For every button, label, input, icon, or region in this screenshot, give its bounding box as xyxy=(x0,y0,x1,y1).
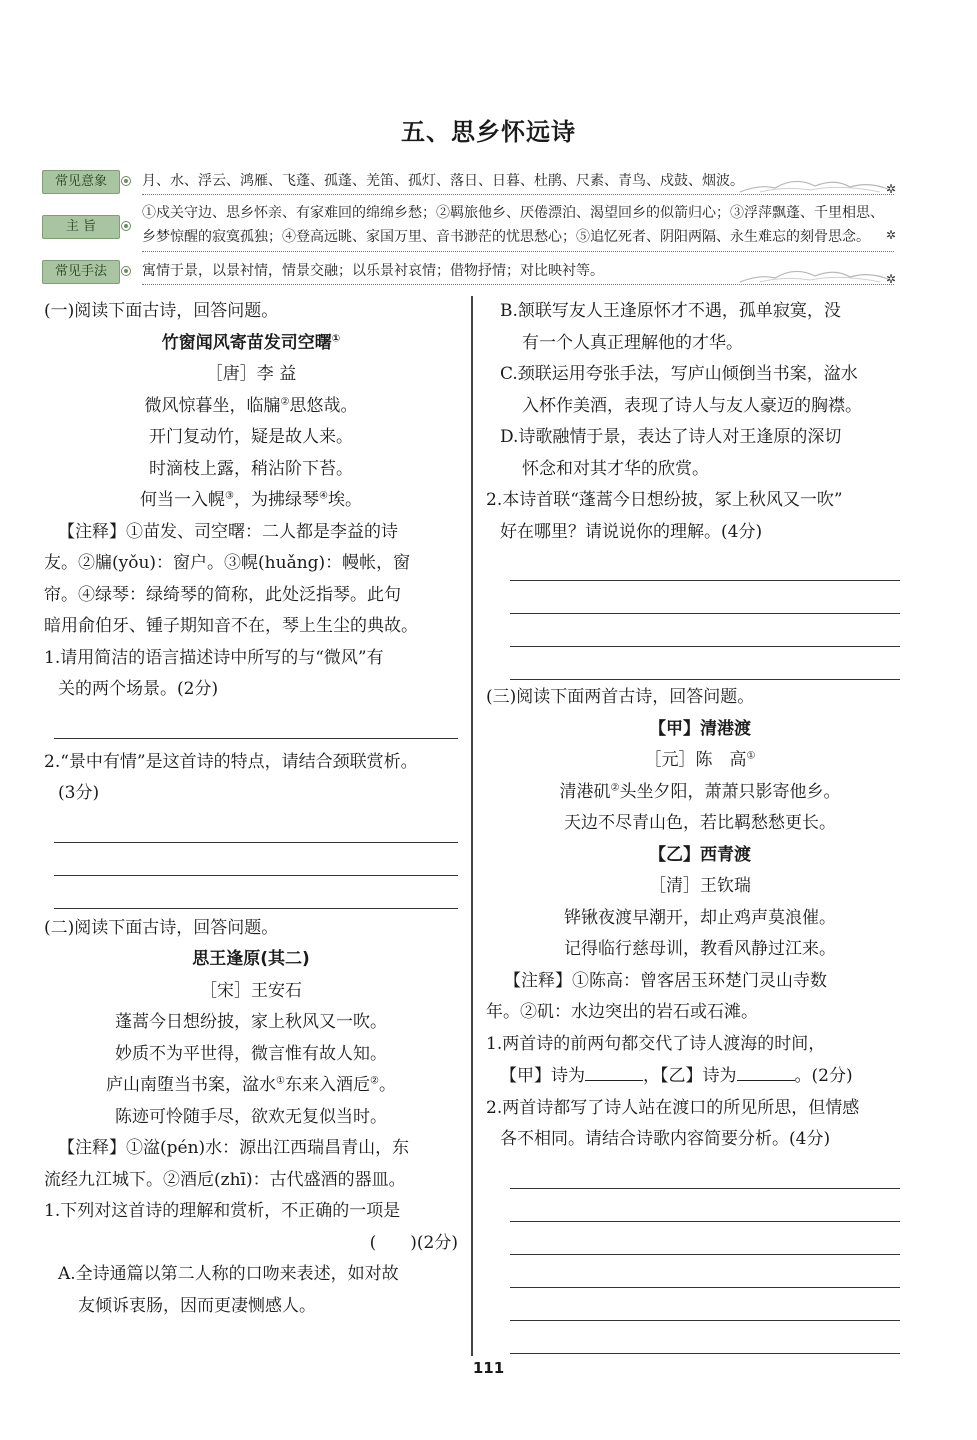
banner-technique xyxy=(42,258,894,284)
poem2-line xyxy=(44,1070,458,1102)
answer-line[interactable] xyxy=(510,1189,900,1222)
poemB-line: 铧锹夜渡早潮开，却止鸡声莫浪催。 xyxy=(564,907,836,928)
footnote-mark: ① xyxy=(276,1075,285,1087)
poemA-line xyxy=(500,777,900,809)
fill-blank[interactable] xyxy=(737,1060,795,1081)
poem1-line: 时滴枝上露，稍沾阶下苔。 xyxy=(149,458,353,479)
divider xyxy=(142,194,894,195)
footnote-mark: ② xyxy=(610,781,620,793)
poemB-title: 【乙】西青渡 xyxy=(649,844,751,865)
footnote-mark: ① xyxy=(331,332,341,344)
answer-line[interactable] xyxy=(510,1288,900,1321)
bullet-icon xyxy=(121,266,131,276)
answer-line[interactable] xyxy=(510,647,900,680)
answer-line[interactable] xyxy=(54,706,458,739)
footnote-mark: ② xyxy=(280,395,290,407)
fill-text: ，【乙】诗为 xyxy=(643,1066,737,1086)
poem-text: 何当一入幌 xyxy=(140,490,226,510)
answer-line[interactable] xyxy=(510,614,900,647)
question-line: 好在哪里？请说说你的理解。(4分) xyxy=(500,521,763,542)
note-line: 友。②牖(yǒu)：窗户。③幌(huǎng)：幔帐，窗 xyxy=(44,553,411,573)
answer-line[interactable] xyxy=(54,843,458,876)
note-line: 暗用俞伯牙、锺子期知音不在，琴上生尘的典故。 xyxy=(44,616,418,636)
poemA-line: 天边不尽青山色，若比羁愁愁更长。 xyxy=(564,813,836,833)
poem2-line: 蓬蒿今日想纷披，家上秋风又一吹。 xyxy=(115,1012,387,1032)
footnote-mark: ① xyxy=(746,750,756,762)
option-d: 怀念和对其才华的欣赏。 xyxy=(522,458,709,479)
note-line: 【注释】①陈高：曾客居玉环楚门灵山寺数 xyxy=(504,970,827,991)
poem1-title-text: 竹窗闻风寄苗发司空曙 xyxy=(161,332,332,353)
page-title: 五、思乡怀远诗 xyxy=(401,118,576,146)
part3-heading: (三)阅读下面两首古诗，回答问题。 xyxy=(486,687,755,707)
banner-imagery xyxy=(42,168,894,194)
poemA-title: 【甲】清港渡 xyxy=(649,718,751,739)
poem1-line: 开门复动竹，疑是故人来。 xyxy=(149,427,353,447)
answer-line[interactable] xyxy=(510,1222,900,1255)
poemB-line: 记得临行慈母训，教看风静过江来。 xyxy=(564,939,836,959)
answer-paren[interactable]: ( )(2分) xyxy=(369,1232,458,1253)
divider xyxy=(142,251,894,252)
fill-blank[interactable] xyxy=(585,1060,643,1081)
poem1-author: ［唐］李 益 xyxy=(205,364,297,384)
poem2-author: ［宋］王安石 xyxy=(200,980,302,1001)
star-icon: ✲ xyxy=(885,182,896,196)
tag-imagery: 常见意象 xyxy=(42,170,120,194)
note-line: 【注释】①湓(pén)水：源出江西瑞昌青山，东 xyxy=(58,1138,410,1158)
note-line: 年。②矶：水边突出的岩石或石滩。 xyxy=(486,1002,758,1022)
option-c: C.颈联运用夸张手法，写庐山倾倒当书案，湓水 xyxy=(500,364,858,384)
answer-line[interactable] xyxy=(54,810,458,843)
part1-heading: (一)阅读下面古诗，回答问题。 xyxy=(44,301,279,321)
mountain-decoration-icon xyxy=(740,172,890,194)
question-line: 关的两个场景。(2分) xyxy=(58,679,219,699)
poem-text: 思悠哉。 xyxy=(289,395,358,416)
note-line: 流经九江城下。②酒卮(zhī)：古代盛酒的器皿。 xyxy=(44,1169,406,1190)
poem1-line xyxy=(44,485,458,517)
question-line: 2.“景中有情”是这首诗的特点，请结合颈联赏析。 xyxy=(44,751,418,772)
column-divider xyxy=(471,296,473,1356)
footnote-mark: ③ xyxy=(225,490,234,502)
author-text: ［元］陈 高 xyxy=(644,750,747,770)
star-icon: ✲ xyxy=(885,228,896,242)
question-line: 2.两首诗都写了诗人站在渡口的所见所思，但情感 xyxy=(486,1097,860,1118)
note-line: 【注释】①苗发、司空曙：二人都是李益的诗 xyxy=(58,521,398,542)
bullet-icon xyxy=(121,176,131,186)
tag-technique: 常见手法 xyxy=(42,260,120,284)
question-line: 1.下列对这首诗的理解和赏析，不正确的一项是 xyxy=(44,1201,401,1221)
bullet-icon xyxy=(121,221,131,231)
poem-text: 清港矶 xyxy=(559,781,611,802)
poem-text: 微风惊暮坐，临牖 xyxy=(144,395,281,416)
fill-text: 【甲】诗为 xyxy=(500,1066,585,1086)
fill-text: 。(2分) xyxy=(794,1066,853,1086)
poem-text: 东来入酒卮 xyxy=(285,1075,370,1095)
left-column xyxy=(44,296,458,1322)
part2-heading: (二)阅读下面古诗，回答问题。 xyxy=(44,917,279,938)
answer-line[interactable] xyxy=(510,1156,900,1189)
poem-text: 埃。 xyxy=(327,490,362,510)
poemA-author xyxy=(500,745,900,777)
option-a: A.全诗通篇以第二人称的口吻来表述，如对故 xyxy=(58,1264,399,1284)
option-a: 友倾诉衷肠，因而更凄恻感人。 xyxy=(78,1295,316,1316)
option-c: 入杯作美酒，表现了诗人与友人豪迈的胸襟。 xyxy=(522,395,862,416)
option-b: B.颔联写友人王逢原怀才不遇，孤单寂寞，没 xyxy=(500,301,841,321)
banner-technique-text: 寓情于景，以景衬情，情景交融；以乐景衬哀情；借物抒情；对比映衬等。 xyxy=(142,263,604,279)
mountain-decoration-icon xyxy=(740,262,890,284)
fill-question xyxy=(500,1060,900,1093)
answer-line[interactable] xyxy=(510,1321,900,1354)
option-b: 有一个人真正理解他的才华。 xyxy=(522,332,743,353)
page-number: 111 xyxy=(472,1359,505,1377)
poem-text: 头坐夕阳，萧萧只影寄他乡。 xyxy=(619,781,841,802)
banner-theme-line2: 乡梦惊醒的寂寞孤独；④登高远眺、家国万里、音书渺茫的忧思愁心；⑤追忆死者、阴阳两隔、永生难忘的刻骨思念。 xyxy=(142,229,870,245)
poem1-line xyxy=(44,391,458,423)
poem-text: ，为拂绿琴 xyxy=(234,490,319,510)
right-column xyxy=(486,296,900,1354)
answer-line[interactable] xyxy=(54,876,458,909)
poem-text: 。 xyxy=(378,1075,396,1095)
star-icon: ✲ xyxy=(885,272,896,286)
footnote-mark: ② xyxy=(370,1075,379,1087)
answer-line[interactable] xyxy=(510,581,900,614)
banner-theme-line1: ①戍关守边、思乡怀亲、有家难回的绵绵乡愁；②羁旅他乡、厌倦漂泊、渴望回乡的似箭归心；③浮萍飘蓬、千里相思、 xyxy=(142,205,884,221)
note-line: 帘。④绿琴：绿绮琴的简称，此处泛指琴。此句 xyxy=(44,584,401,605)
question-line: 各不相同。请结合诗歌内容简要分析。(4分) xyxy=(500,1129,831,1149)
option-d: D.诗歌融情于景，表达了诗人对王逢原的深切 xyxy=(500,427,842,447)
question-line: 1.两首诗的前两句都交代了诗人渡海的时间， xyxy=(486,1033,826,1054)
question-line: 2.本诗首联“蓬蒿今日想纷披，冢上秋风又一吹” xyxy=(486,490,843,510)
answer-line[interactable] xyxy=(510,548,900,581)
footnote-mark: ④ xyxy=(319,490,328,502)
poemB-author: ［清］王钦瑞 xyxy=(649,876,751,896)
poem2-line: 妙质不为平世得，微言惟有故人知。 xyxy=(115,1043,387,1064)
banner-theme xyxy=(42,200,894,252)
question-line: 1.请用简洁的语言描述诗中所写的与“微风”有 xyxy=(44,647,384,668)
answer-line[interactable] xyxy=(510,1255,900,1288)
poem1-title xyxy=(44,328,458,360)
banner-imagery-text: 月、水、浮云、鸿雁、飞蓬、孤蓬、羌笛、孤灯、落日、日暮、杜鹃、尺素、青鸟、戍鼓、烟波。 xyxy=(142,173,744,189)
poem2-title: 思王逢原(其二) xyxy=(192,949,310,969)
question-line: (3分) xyxy=(58,783,100,803)
tag-theme: 主 旨 xyxy=(42,215,120,239)
divider xyxy=(142,284,894,285)
poem-text: 庐山南堕当书案，湓水 xyxy=(106,1075,277,1095)
poem2-line: 陈迹可怜随手尽，欲欢无复似当时。 xyxy=(115,1106,387,1127)
